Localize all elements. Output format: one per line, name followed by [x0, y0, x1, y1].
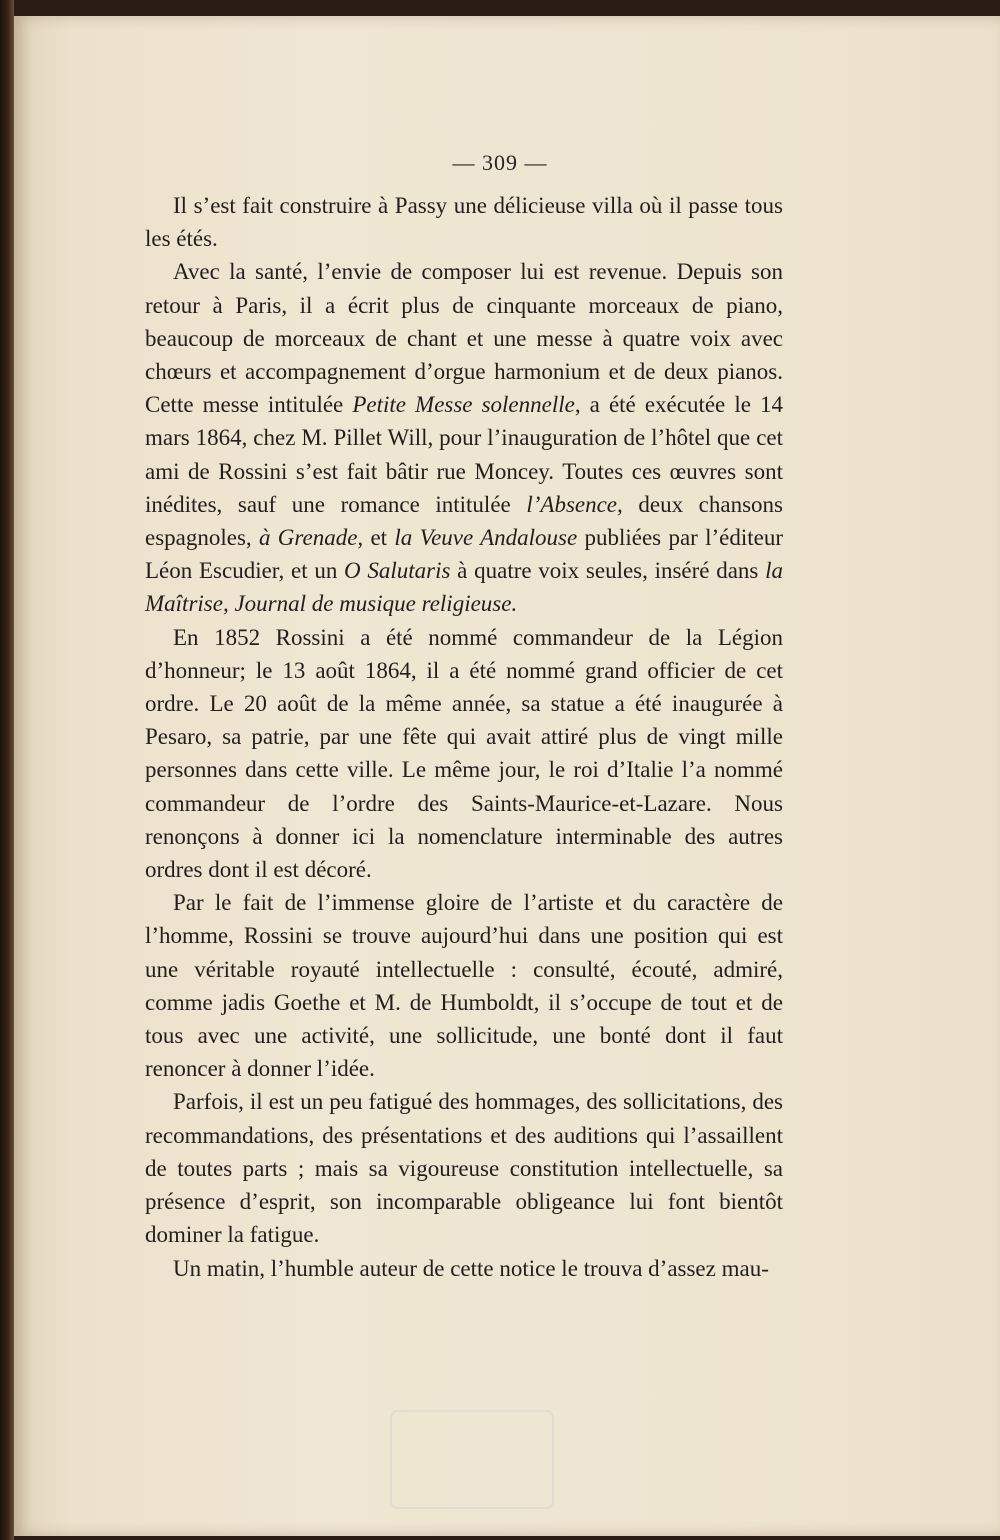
- paragraph: Avec la santé, l’envie de composer lui est revenue. Depuis son retour à Paris, il a écrit plus de cinquante morceaux de piano, beaucoup de morceaux de chant et une messe à quatre voix avec chœurs et accompagnement d’orgue harmonium et de deux pianos. Cette messe intitulée Petite Messe solennelle, a été exécutée le 14 mars 1864, chez M. Pillet Will, pour l’inauguration de l’hôtel que cet ami de Rossini s’est fait bâtir rue Moncey. Toutes ces œuvres sont inédites, sauf une romance intitulée l’Absence, deux chansons espagnoles, à Grenade, et la Veuve Andalouse publiées par l’éditeur Léon Escudier, et un O Salutaris à quatre voix seules, inséré dans la Maîtrise, Journal de musique religieuse.: [145, 259, 784, 617]
- paragraph: Un matin, l’humble auteur de cette notice le trouva d’assez mau-: [173, 1255, 769, 1281]
- body-text: [145, 189, 783, 1285]
- paragraph: Il s’est fait construire à Passy une délicieuse villa où il passe tous les étés.: [145, 193, 783, 252]
- paragraph: Parfois, il est un peu fatigué des hommages, des sollicitations, des recommandations, des présentations et des auditions qui l’assaillent de toutes parts ; mais sa vigoureuse constitution intellectuelle, sa présence d’esprit, son incomparable obligeance lui font bientôt dominer la fatigue.: [145, 1089, 783, 1248]
- paragraph: Par le fait de l’immense gloire de l’artiste et du caractère de l’homme, Rossini se trouve aujourd’hui dans une position qui est une véritable royauté intellectuelle : consulté, écouté, admiré, comme jadis Goethe et M. de Humboldt, il s’occupe de tout et de tous avec une activité, une sollicitude, une bonté dont il faut renoncer à donner l’idée.: [145, 890, 783, 1082]
- library-stamp-mark: [390, 1410, 554, 1509]
- book-gutter: [0, 0, 14, 1540]
- page-number: — 309 —: [452, 150, 548, 175]
- paragraph: En 1852 Rossini a été nommé commandeur de la Légion d’honneur; le 13 août 1864, il a été nommé grand officier de cet ordre. Le 20 août de la même année, sa statue a été inaugurée à Pesaro, sa patrie, par une fête qui avait attiré plus de vingt mille personnes dans cette ville. Le même jour, le roi d’Italie l’a nommé commandeur de l’ordre des Saints-Maurice-et-Lazare. Nous renonçons à donner ici la nomenclature interminable des autres ordres dont il est décoré.: [145, 624, 783, 883]
